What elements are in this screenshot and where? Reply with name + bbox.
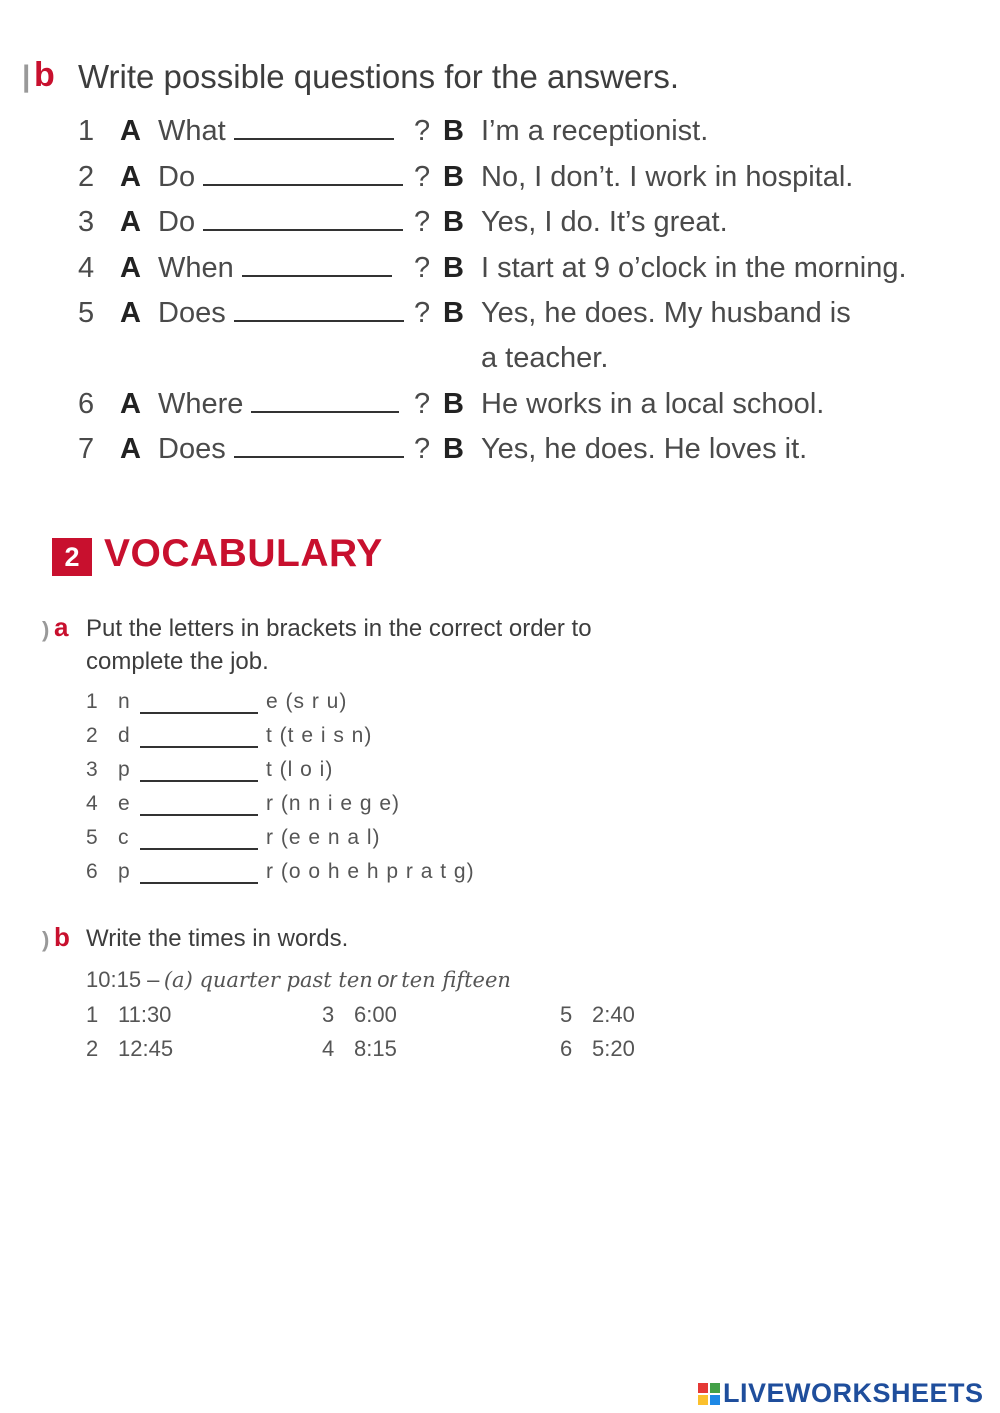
item-number: 4 <box>78 252 95 284</box>
answer-blank[interactable] <box>203 207 403 231</box>
job-blank[interactable] <box>140 882 258 884</box>
logo-text: LIVEWORKSHEETS <box>723 1378 984 1408</box>
first-letter: d <box>118 724 130 747</box>
part-a-instruction-line1: Put the letters in brackets in the correct order to <box>86 615 592 642</box>
speaker-a-label: A <box>120 388 141 420</box>
job-row <box>0 690 1000 720</box>
left-edge-mark: | <box>22 60 31 93</box>
speaker-b-label: B <box>443 252 464 284</box>
question-row <box>0 115 1000 159</box>
question-prompt: Do <box>158 161 196 193</box>
job-blank[interactable] <box>140 746 258 748</box>
answer-blank[interactable] <box>234 298 404 322</box>
item-number: 6 <box>78 388 95 420</box>
answer-blank[interactable] <box>234 116 394 140</box>
job-row <box>0 758 1000 788</box>
part-b-instruction: Write the times in words. <box>86 925 349 952</box>
answer-blank[interactable] <box>234 434 404 458</box>
exercise-letter: b <box>34 56 55 94</box>
answer-text: Yes, I do. It’s great. <box>481 206 728 238</box>
speaker-a-label: A <box>120 115 141 147</box>
item-number: 3 <box>86 758 98 781</box>
time-number: 4 <box>322 1036 335 1061</box>
answer-blank[interactable] <box>251 389 399 413</box>
job-row <box>0 792 1000 822</box>
speaker-b-label: B <box>443 433 464 465</box>
speaker-a-label: A <box>120 206 141 238</box>
answer-text: No, I don’t. I work in hospital. <box>481 161 854 193</box>
time-number: 5 <box>560 1002 573 1027</box>
item-number: 3 <box>78 206 95 238</box>
time-value: 12:45 <box>118 1036 174 1061</box>
part-a-letter: a <box>54 612 69 642</box>
speaker-b-label: B <box>443 206 464 238</box>
item-number: 5 <box>78 297 95 329</box>
first-letter: e <box>118 792 130 815</box>
question-row <box>0 297 1000 387</box>
speaker-a-label: A <box>120 252 141 284</box>
item-number: 2 <box>78 161 95 193</box>
speaker-a-label: A <box>120 161 141 193</box>
question-prompt: Does <box>158 433 226 465</box>
answer-text: I start at 9 o’clock in the morning. <box>481 252 907 284</box>
logo-grid-icon <box>698 1383 720 1405</box>
question-prompt: Do <box>158 206 196 238</box>
speaker-a-label: A <box>120 433 141 465</box>
answer-blank[interactable] <box>242 253 392 277</box>
question-mark: ? <box>414 252 431 284</box>
time-number: 2 <box>86 1036 99 1061</box>
speaker-b-label: B <box>443 161 464 193</box>
speaker-b-label: B <box>443 388 464 420</box>
scrambled-letters: r (e e n a l) <box>266 826 381 849</box>
job-blank[interactable] <box>140 814 258 816</box>
item-number: 1 <box>78 115 95 147</box>
question-mark: ? <box>414 433 431 465</box>
scrambled-letters: r (o o h e h p r a t g) <box>266 860 475 883</box>
time-number: 3 <box>322 1002 335 1027</box>
scrambled-letters: t (l o i) <box>266 758 334 781</box>
time-value: 6:00 <box>354 1002 397 1027</box>
item-number: 4 <box>86 792 98 815</box>
question-mark: ? <box>414 206 431 238</box>
job-row <box>0 860 1000 890</box>
item-number: 2 <box>86 724 98 747</box>
first-letter: n <box>118 690 130 713</box>
question-mark: ? <box>414 161 431 193</box>
job-blank[interactable] <box>140 712 258 714</box>
example-time: 10:15 – <box>86 967 160 992</box>
liveworksheets-logo <box>698 1378 984 1409</box>
item-number: 5 <box>86 826 98 849</box>
question-row <box>0 388 1000 432</box>
job-row <box>0 826 1000 856</box>
question-mark: ? <box>414 297 431 329</box>
answer-text-continued: a teacher. <box>481 342 609 374</box>
time-number: 6 <box>560 1036 573 1061</box>
job-blank[interactable] <box>140 780 258 782</box>
answer-text: Yes, he does. He loves it. <box>481 433 808 465</box>
answer-text: I’m a receptionist. <box>481 115 709 147</box>
first-letter: c <box>118 826 129 849</box>
item-number: 1 <box>86 690 98 713</box>
job-blank[interactable] <box>140 848 258 850</box>
scrambled-letters: r (n n i e g e) <box>266 792 401 815</box>
question-mark: ? <box>414 115 431 147</box>
item-number: 7 <box>78 433 95 465</box>
item-number: 6 <box>86 860 98 883</box>
question-prompt: What <box>158 115 226 147</box>
time-number: 1 <box>86 1002 99 1027</box>
answer-text: Yes, he does. My husband is <box>481 297 851 329</box>
question-prompt: Where <box>158 388 244 420</box>
left-edge-mark: ) <box>42 617 50 642</box>
time-value: 8:15 <box>354 1036 397 1061</box>
example-answer-2: ten fifteen <box>401 968 511 992</box>
speaker-a-label: A <box>120 297 141 329</box>
part-a-instruction-line2: complete the job. <box>86 648 269 675</box>
time-value: 2:40 <box>592 1002 635 1027</box>
left-edge-mark: ) <box>42 927 50 952</box>
answer-blank[interactable] <box>203 162 403 186</box>
part-b-letter: b <box>54 922 70 952</box>
speaker-b-label: B <box>443 297 464 329</box>
section-number-badge: 2 <box>52 538 92 576</box>
example-or: or <box>377 967 397 992</box>
question-mark: ? <box>414 388 431 420</box>
answer-text: He works in a local school. <box>481 388 825 420</box>
exercise-instruction: Write possible questions for the answers. <box>78 58 680 95</box>
question-prompt: When <box>158 252 234 284</box>
scrambled-letters: t (t e i s n) <box>266 724 373 747</box>
job-row <box>0 724 1000 754</box>
time-value: 5:20 <box>592 1036 635 1061</box>
question-row <box>0 252 1000 296</box>
question-row <box>0 161 1000 205</box>
example-answer-1: (a) quarter past ten <box>163 968 373 992</box>
question-prompt: Does <box>158 297 226 329</box>
first-letter: p <box>118 860 130 883</box>
question-row <box>0 206 1000 250</box>
time-value: 11:30 <box>118 1002 172 1027</box>
section-title: VOCABULARY <box>104 532 383 575</box>
first-letter: p <box>118 758 130 781</box>
speaker-b-label: B <box>443 115 464 147</box>
question-row <box>0 433 1000 477</box>
scrambled-letters: e (s r u) <box>266 690 348 713</box>
example-line <box>86 967 511 993</box>
